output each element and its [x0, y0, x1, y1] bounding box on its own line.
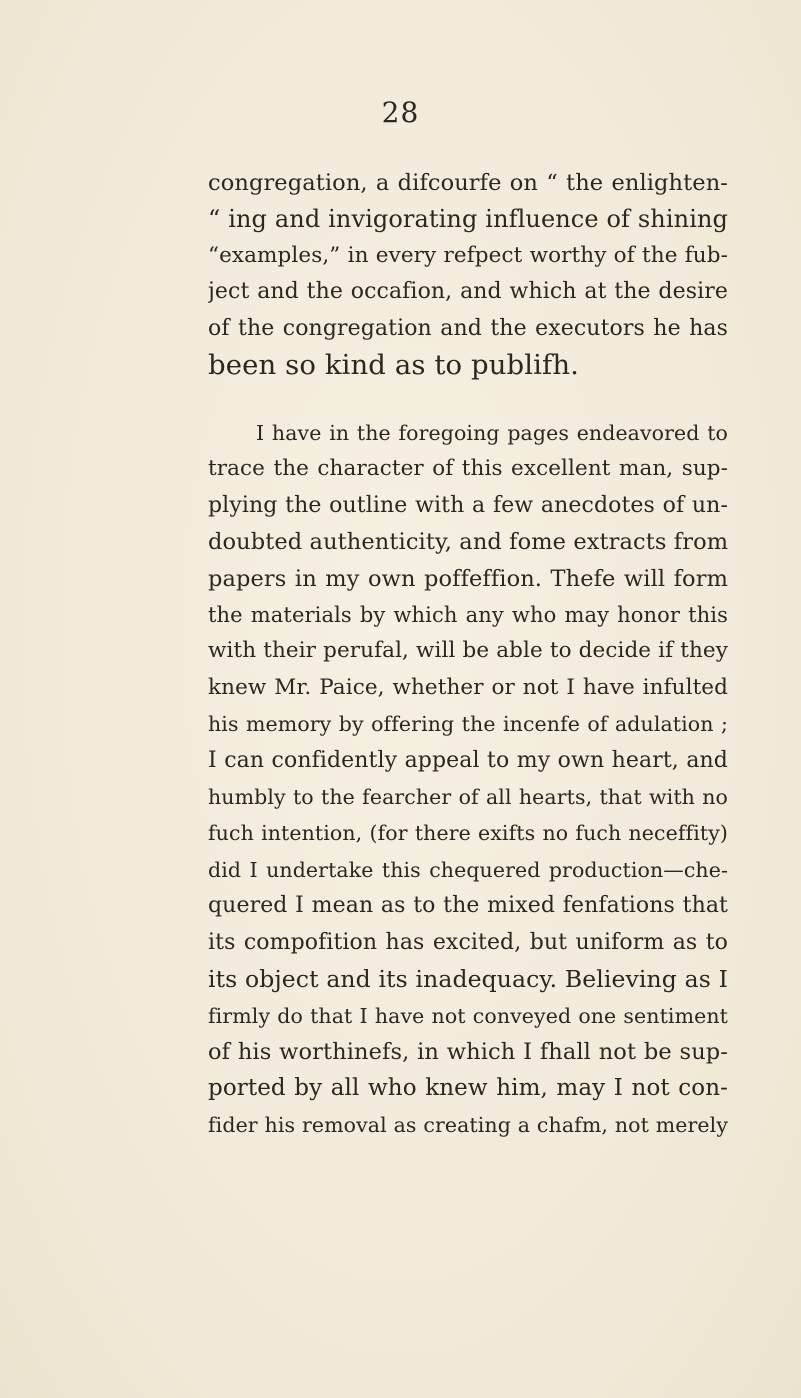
text-line: of the congregation and the executors he has [208, 315, 728, 341]
text-line: ported by all who knew him, may I not con- [208, 1075, 728, 1102]
paragraph-2 [208, 415, 728, 1143]
text-line: I can confidently appeal to my own heart, and [208, 747, 728, 773]
text-line: its compofition has excited, but uniform as to [208, 929, 728, 955]
text-line: of his worthinefs, in which I fhall not be sup- [208, 1038, 728, 1065]
text-line: congregation, a difcourfe on “ the enlighten- [208, 170, 728, 196]
paragraph-1 [208, 165, 728, 383]
text-line: been so kind as to publifh. [208, 349, 579, 382]
text-line: knew Mr. Paice, whether or not I have infulted [208, 674, 728, 700]
text-line: plying the outline with a few anecdotes of un- [208, 492, 728, 518]
text-line: firmly do that I have not conveyed one sentiment [208, 1003, 728, 1028]
text-line: papers in my own poffeffion. Thefe will form [208, 565, 728, 592]
text-line: “ ing and invigorating influence of shining [208, 205, 728, 234]
text-line: ject and the occafion, and which at the desire [208, 279, 728, 305]
text-line: fider his removal as creating a chafm, not merely [208, 1112, 728, 1137]
text-line: fuch intention, (for there exifts no fuch neceffity) [208, 821, 728, 846]
text-line: its object and its inadequacy. Believing as I [208, 965, 728, 994]
text-line: I have in the foregoing pages endeavored to [256, 421, 728, 445]
text-line: the materials by which any who may honor this [208, 603, 728, 628]
text-line: did I undertake this chequered production—che- [208, 857, 728, 882]
text-line: doubted authenticity, and fome extracts from [208, 529, 728, 556]
text-line: “examples,” in every refpect worthy of the fub- [208, 242, 728, 268]
text-line: trace the character of this excellent man, sup- [208, 456, 728, 482]
page-number: 28 [381, 96, 420, 129]
text-line: humbly to the fearcher of all hearts, that with no [208, 785, 728, 810]
text-line: quered I mean as to the mixed fenfations that [208, 893, 728, 919]
text-line: his memory by offering the incenfe of adulation ; [208, 712, 728, 737]
text-line: with their perufal, will be able to decide if they [208, 638, 728, 664]
